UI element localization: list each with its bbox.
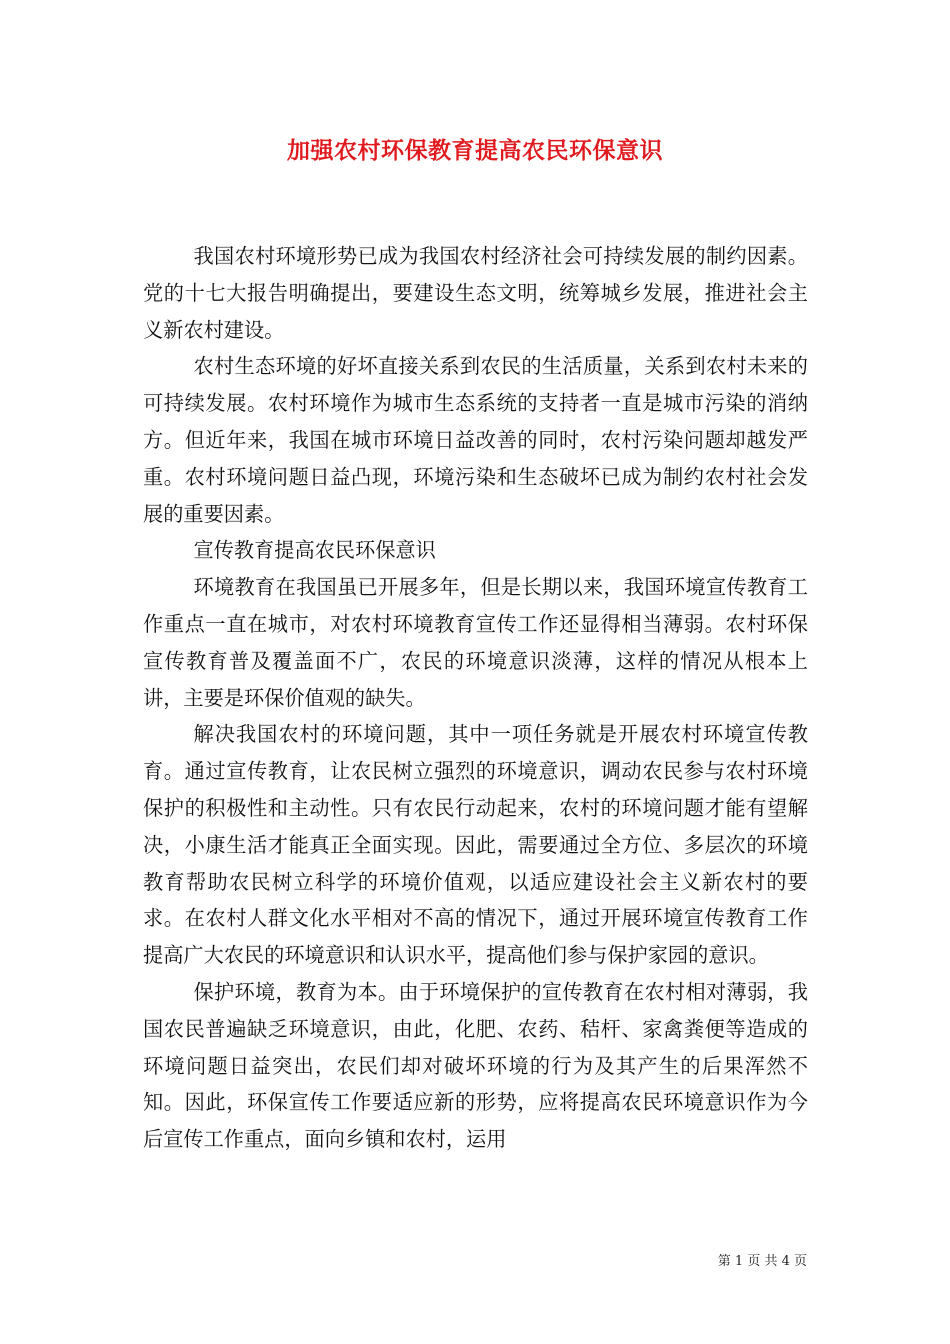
paragraph-4: 解决我国农村的环境问题，其中一项任务就是开展农村环境宣传教育。通过宣传教育，让农民树立强烈的环境意识，调动农民参与农村环境保护的积极性和主动性。只有农民行动起来，农村的环境问题才能有望解决，小康生活才能真正全面实现。因此，需要通过全方位、多层次的环境教育帮助农民树立科学的环境价值观，以适应建设社会主义新农村的要求。在农村人群文化水平相对不高的情况下，通过开展环境宣传教育工作提高广大农民的环境意识和认识水平，提高他们参与保护家园的意识。	[143, 722, 808, 968]
section-heading: 宣传教育提高农民环保意识	[193, 538, 436, 563]
paragraph-5: 保护环境，教育为本。由于环境保护的宣传教育在农村相对薄弱，我国农民普遍缺乏环境意识，由此，化肥、农药、秸杆、家禽粪便等造成的环境问题日益突出，农民们却对破坏环境的行为及其产生的后果浑然不知。因此，环保宣传工作要适应新的形势，应将提高农民环境意识作为今后宣传工作重点，面向乡镇和农村，运用	[143, 979, 808, 1152]
paragraph-1: 我国农村环境形势已成为我国农村经济社会可持续发展的制约因素。党的十七大报告明确提出，要建设生态文明，统筹城乡发展，推进社会主义新农村建设。	[143, 244, 808, 342]
page-number-footer: 第 1 页 共 4 页	[717, 1254, 807, 1269]
paragraph-3: 环境教育在我国虽已开展多年，但是长期以来，我国环境宣传教育工作重点一直在城市，对农村环境教育宣传工作还显得相当薄弱。农村环保宣传教育普及覆盖面不广，农民的环境意识淡薄，这样的情况从根本上讲，主要是环保价值观的缺失。	[143, 575, 808, 710]
document-title: 加强农村环保教育提高农民环保意识	[287, 137, 663, 164]
document-body	[143, 238, 808, 1158]
paragraph-2: 农村生态环境的好坏直接关系到农民的生活质量，关系到农村未来的可持续发展。农村环境作为城市生态系统的支持者一直是城市污染的消纳方。但近年来，我国在城市环境日益改善的同时，农村污染问题却越发严重。农村环境问题日益凸现，环境污染和生态破坏已成为制约农村社会发展的重要因素。	[143, 354, 808, 526]
